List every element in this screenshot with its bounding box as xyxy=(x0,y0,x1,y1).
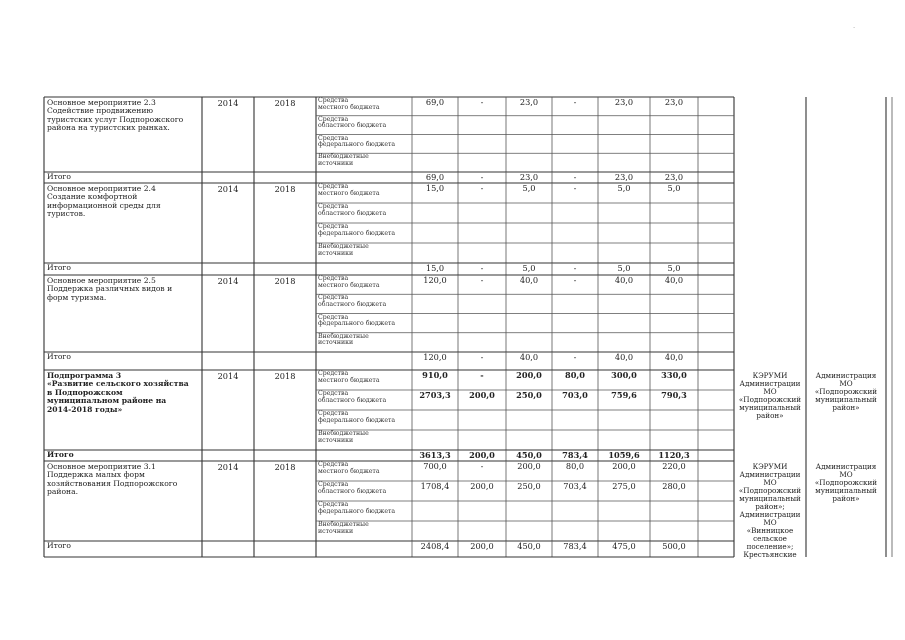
amount-cell: 23,0 xyxy=(519,97,539,107)
total-amount: - xyxy=(480,172,484,182)
total-label: Итого xyxy=(47,172,71,181)
amount-cell: 790,3 xyxy=(661,390,687,400)
amount-cell: 120,0 xyxy=(423,275,447,285)
budget-table xyxy=(44,97,892,557)
amount-cell: 910,0 xyxy=(422,370,448,380)
participant: Администрация МО «Подпорожский муниципальный район» xyxy=(814,462,878,503)
funding-source: Средства областного бюджета xyxy=(318,203,387,217)
total-amount: 120,0 xyxy=(423,352,447,362)
funding-source: Средства областного бюджета xyxy=(318,115,387,130)
amount-cell: 23,0 xyxy=(614,97,634,107)
total-amount: 3613,3 xyxy=(419,450,451,460)
total-label: Итого xyxy=(47,541,71,550)
amount-cell: 40,0 xyxy=(664,275,684,285)
executor: КЭРУМИ Администрации МО «Подпорожский муниципальный район» xyxy=(738,371,802,420)
funding-source: Внебюджетные источники xyxy=(318,243,369,257)
total-amount: 23,0 xyxy=(519,172,539,182)
total-amount: 23,0 xyxy=(664,172,684,182)
amount-cell: 80,0 xyxy=(565,461,585,471)
total-amount: 450,0 xyxy=(517,541,541,551)
total-amount: 69,0 xyxy=(425,172,445,182)
year-start: 2014 xyxy=(217,184,239,194)
activity-title: Основное мероприятие 2.5 Поддержка различных видов и форм туризма. xyxy=(47,276,173,302)
amount-cell: - xyxy=(480,275,484,285)
total-amount: - xyxy=(573,172,577,182)
funding-source: Средства федерального бюджета xyxy=(318,223,396,237)
total-amount: - xyxy=(480,263,484,273)
total-amount: 475,0 xyxy=(612,541,636,551)
funding-source: Средства областного бюджета xyxy=(318,390,387,404)
total-amount: 450,0 xyxy=(516,450,542,460)
executor: КЭРУМИ Администрации МО «Подпорожский муниципальный район»; Администрации МО «Винницкое сельское поселение»; Крестьянские xyxy=(738,462,802,559)
amount-cell: 15,0 xyxy=(425,183,445,193)
year-start: 2014 xyxy=(217,98,239,108)
amount-cell: 330,0 xyxy=(661,370,687,380)
total-amount: 1059,6 xyxy=(608,450,640,460)
amount-cell: 69,0 xyxy=(425,97,445,107)
total-amount: - xyxy=(573,352,577,362)
total-amount: 500,0 xyxy=(662,541,686,551)
total-amount: 200,0 xyxy=(469,450,495,460)
year-end: 2018 xyxy=(274,184,296,194)
total-amount: - xyxy=(573,263,577,273)
total-amount: 783,4 xyxy=(562,450,588,460)
participant: Администрация МО «Подпорожский муниципальный район» xyxy=(814,371,878,412)
activity-title: Основное мероприятие 2.4 Создание комфортной информационной среды для туристов. xyxy=(47,184,161,219)
amount-cell: 280,0 xyxy=(662,481,686,491)
amount-cell: 250,0 xyxy=(517,481,541,491)
funding-source: Средства областного бюджета xyxy=(318,294,387,308)
total-amount: 23,0 xyxy=(614,172,634,182)
amount-cell: 200,0 xyxy=(516,370,542,380)
amount-cell: 200,0 xyxy=(470,481,494,491)
year-start: 2014 xyxy=(217,276,239,286)
activity-title: Подпрограмма 3 «Развитие сельского хозяйства в Подпорожском муниципальном районе на 2014-2018 годы» xyxy=(47,371,189,414)
funding-source: Средства местного бюджета xyxy=(318,370,380,384)
total-amount: 40,0 xyxy=(519,352,539,362)
total-amount: 2408,4 xyxy=(420,541,450,551)
amount-cell: 300,0 xyxy=(611,370,637,380)
funding-source: Средства федерального бюджета xyxy=(318,410,396,424)
funding-source: Внебюджетные источники xyxy=(318,153,369,167)
year-start: 2014 xyxy=(217,371,239,381)
amount-cell: - xyxy=(573,183,577,193)
funding-source: Средства федерального бюджета xyxy=(318,134,396,149)
funding-source: Средства местного бюджета xyxy=(318,461,380,475)
total-amount: - xyxy=(480,352,484,362)
activity-title: Основное мероприятие 2.3 Содействие продвижению туристских услуг Подпорожского района на туристских рынках. xyxy=(47,98,184,133)
funding-source: Средства федерального бюджета xyxy=(318,501,396,515)
amount-cell: 703,0 xyxy=(562,390,588,400)
total-label: Итого xyxy=(47,352,71,361)
funding-source: Внебюджетные источники xyxy=(318,332,369,347)
total-amount: 5,0 xyxy=(617,263,631,273)
funding-source: Средства областного бюджета xyxy=(318,481,387,495)
year-end: 2018 xyxy=(274,98,296,108)
amount-cell: - xyxy=(480,97,484,107)
amount-cell: 80,0 xyxy=(565,370,585,380)
year-end: 2018 xyxy=(274,276,296,286)
funding-source: Средства местного бюджета xyxy=(318,97,380,111)
amount-cell: - xyxy=(480,370,484,380)
year-end: 2018 xyxy=(274,371,296,381)
amount-cell: 23,0 xyxy=(664,97,684,107)
amount-cell: - xyxy=(573,97,577,107)
funding-source: Внебюджетные источники xyxy=(318,430,369,444)
amount-cell: 703,4 xyxy=(563,481,587,491)
amount-cell: 220,0 xyxy=(662,461,686,471)
amount-cell: 275,0 xyxy=(612,481,636,491)
total-amount: 200,0 xyxy=(470,541,494,551)
total-amount: 5,0 xyxy=(667,263,681,273)
total-amount: 1120,3 xyxy=(658,450,690,460)
amount-cell: 5,0 xyxy=(522,183,536,193)
year-end: 2018 xyxy=(274,462,296,472)
total-amount: 15,0 xyxy=(425,263,445,273)
total-amount: 5,0 xyxy=(522,263,536,273)
amount-cell: 5,0 xyxy=(617,183,631,193)
total-label: Итого xyxy=(47,450,74,459)
total-amount: 40,0 xyxy=(614,352,634,362)
total-amount: 40,0 xyxy=(664,352,684,362)
year-start: 2014 xyxy=(217,462,239,472)
funding-source: Средства местного бюджета xyxy=(318,275,380,289)
total-label: Итого xyxy=(47,263,71,272)
total-amount: 783,4 xyxy=(563,541,587,551)
amount-cell: 250,0 xyxy=(516,390,542,400)
amount-cell: 40,0 xyxy=(614,275,634,285)
amount-cell: 2703,3 xyxy=(419,390,451,400)
amount-cell: 1708,4 xyxy=(420,481,450,491)
amount-cell: 5,0 xyxy=(667,183,681,193)
amount-cell: 759,6 xyxy=(611,390,637,400)
amount-cell: 40,0 xyxy=(519,275,539,285)
amount-cell: - xyxy=(480,461,484,471)
amount-cell: 200,0 xyxy=(612,461,636,471)
amount-cell: 200,0 xyxy=(469,390,495,400)
funding-source: Средства местного бюджета xyxy=(318,183,380,197)
funding-source: Средства федерального бюджета xyxy=(318,313,396,328)
amount-cell: - xyxy=(480,183,484,193)
amount-cell: - xyxy=(573,275,577,285)
amount-cell: 700,0 xyxy=(423,461,447,471)
activity-title: Основное мероприятие 3.1 Поддержка малых форм хозяйствования Подпорожского района. xyxy=(47,462,178,497)
funding-source: Внебюджетные источники xyxy=(318,521,369,535)
corner-mark: · xyxy=(853,25,855,32)
amount-cell: 200,0 xyxy=(517,461,541,471)
